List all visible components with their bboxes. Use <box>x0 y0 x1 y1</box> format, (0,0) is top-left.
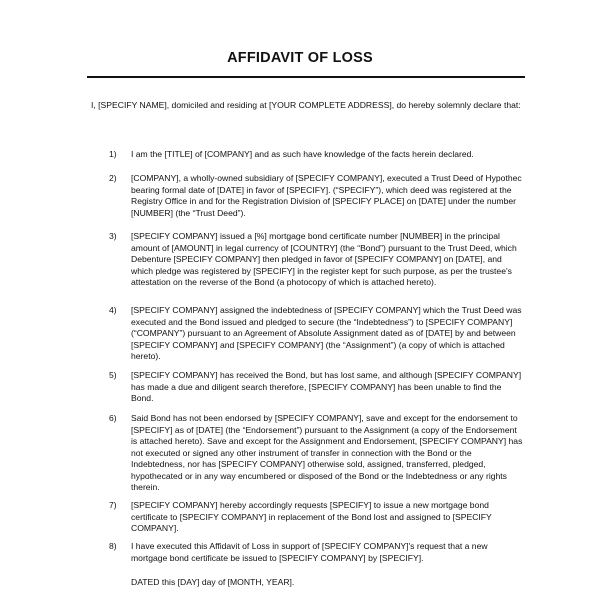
list-item <box>109 149 529 161</box>
list-item <box>109 413 529 494</box>
item-text: [SPECIFY COMPANY] issued a [%] mortgage bond certificate number [NUMBER] in the principal amount of [AMOUNT] in legal currency of [COUNTRY] (the “Bond”) pursuant to the Trust Deed, which Debenture [SPECIFY COMPANY] then pledged in favor of [SPECIFY COMPANY] on [DATE], and which pledge was registered by [SPECIFY] in the register kept for such purpose, as per the trustee's attestation on the reverse of the Bond (a photocopy of which is attached hereto). <box>131 231 517 287</box>
item-text: [SPECIFY COMPANY] assigned the indebtedness of [SPECIFY COMPANY] which the Trust Deed was executed and the Bond issued and pledged to secure (the “Indebtedness”) to [SPECIFY COMPANY] (“COMPANY”) pursuant to an Agreement of Absolute Assignment dated as of [DATE] by and between [SPECIFY COMPANY] and [SPECIFY COMPANY] (the “Assignment”) (a copy of which is attached hereto). <box>131 305 522 361</box>
item-text: [COMPANY], a wholly-owned subsidiary of [SPECIFY COMPANY], executed a Trust Deed of Hypothec bearing formal date of [DATE] in favor of [SPECIFY]. (“SPECIFY”), which deed was registered at the Registry Office in and for the Registration Division of [SPECIFY PLACE] on [DATE] under the number [NUMBER] (the “Trust Deed”). <box>131 173 522 218</box>
document-title: AFFIDAVIT OF LOSS <box>227 50 373 66</box>
list-item <box>109 541 529 564</box>
item-number: 1) <box>109 149 117 159</box>
item-number: 3) <box>109 231 117 241</box>
item-number: 5) <box>109 370 117 380</box>
list-item <box>109 231 529 289</box>
item-text: [SPECIFY COMPANY] has received the Bond, but has lost same, and although [SPECIFY COMPANY] has made a due and diligent search therefore, [SPECIFY COMPANY] has been unable to find the Bond. <box>131 370 522 403</box>
item-number: 7) <box>109 500 117 510</box>
item-text: Said Bond has not been endorsed by [SPECIFY COMPANY], save and except for the endorsement to [SPECIFY] as of [DATE] (the “Endorsement”) pursuant to the Assignment (a copy of the Endorsement is attached hereto). Save and except for the Assignment and Endorsement, [SPECIFY COMPANY] has not executed or signed any other instrument of transfer in connection with the Bond or the Indebtedness, nor has [SPECIFY COMPANY] otherwise sold, assigned, transferred, pledged, hypothecated or in any way encumbered or disposed of the Bond or the Indebtedness or any rights therein. <box>131 413 523 492</box>
list-item <box>109 370 529 405</box>
title-divider <box>87 76 525 78</box>
list-item <box>109 500 529 535</box>
list-item <box>109 173 529 219</box>
item-number: 4) <box>109 305 117 315</box>
list-item <box>109 305 529 363</box>
item-number: 6) <box>109 413 117 423</box>
item-text: I am the [TITLE] of [COMPANY] and as such have knowledge of the facts herein declared. <box>131 149 474 159</box>
item-number: 8) <box>109 541 117 551</box>
intro-paragraph: I, [SPECIFY NAME], domiciled and residing at [YOUR COMPLETE ADDRESS], do hereby solemnly declare that: <box>91 100 521 110</box>
item-number: 2) <box>109 173 117 183</box>
dated-line: DATED this [DAY] day of [MONTH, YEAR]. <box>131 577 295 587</box>
item-text: [SPECIFY COMPANY] hereby accordingly requests [SPECIFY] to issue a new mortgage bond certificate to [SPECIFY COMPANY] in replacement of the Bond lost and assigned to [SPECIFY COMPANY]. <box>131 500 492 533</box>
item-text: I have executed this Affidavit of Loss in support of [SPECIFY COMPANY]'s request that a new mortgage bond certificate be issued to [SPECIFY COMPANY] by [SPECIFY]. <box>131 541 488 563</box>
